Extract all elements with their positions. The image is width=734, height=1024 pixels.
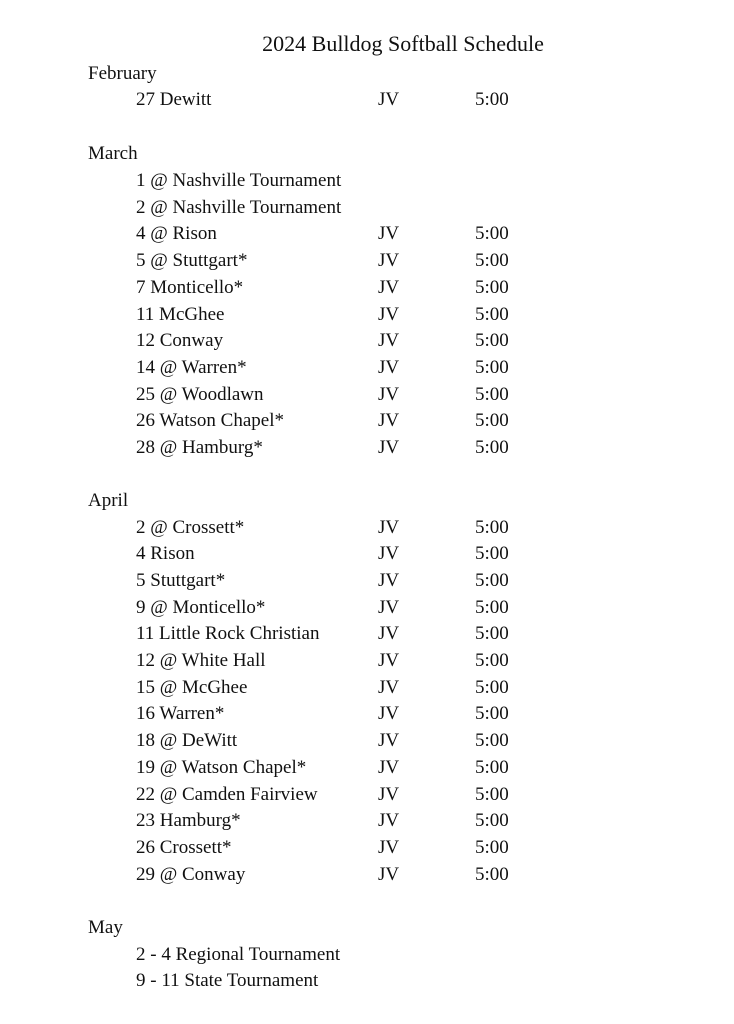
game-level: JV [378,437,400,458]
game-opponent: 4 @ Rison [136,223,217,245]
game-opponent: 19 @ Watson Chapel* [136,756,307,778]
game-opponent: 22 @ Camden Fairview [136,783,318,805]
game-time: 5:00 [475,516,509,538]
game-time: 5:00 [475,703,509,725]
month-heading-march: March [88,143,138,164]
game-opponent: 26 Crossett* [136,836,232,858]
game-time: 5:00 [475,89,509,110]
game-level: JV [378,250,400,272]
game-level: JV [378,569,400,591]
game-opponent: 11 Little Rock Christian [136,623,320,645]
game-opponent: 15 @ McGhee [136,676,248,698]
game-time: 5:00 [475,437,509,458]
game-level: JV [378,863,400,885]
game-opponent: 12 Conway [136,330,224,352]
game-time: 5:00 [475,250,509,272]
month-heading-february: February [88,63,157,84]
game-level: JV [378,730,400,752]
game-opponent: 25 @ Woodlawn [136,383,264,405]
game-time: 5:00 [475,410,509,432]
game-time: 5:00 [475,356,509,378]
game-opponent: 29 @ Conway [136,863,246,885]
game-opponent: 1 @ Nashville Tournament [136,170,342,191]
game-opponent: 2 @ Crossett* [136,516,245,538]
game-level: JV [378,223,400,245]
game-opponent: 5 @ Stuttgart* [136,250,248,272]
game-level: JV [378,756,400,778]
game-level: JV [378,836,400,858]
game-time: 5:00 [475,330,509,352]
game-opponent: 14 @ Warren* [136,356,247,378]
game-opponent: 28 @ Hamburg* [136,437,263,458]
game-level: JV [378,330,400,352]
game-time: 5:00 [475,730,509,752]
game-opponent: 7 Monticello* [136,276,244,298]
game-time: 5:00 [475,756,509,778]
page-title: 2024 Bulldog Softball Schedule [262,31,544,56]
game-opponent: 9 - 11 State Tournament [136,970,319,992]
game-opponent: 5 Stuttgart* [136,569,226,591]
game-level: JV [378,516,400,538]
game-time: 5:00 [475,276,509,298]
game-time: 5:00 [475,569,509,591]
game-level: JV [378,303,400,325]
game-time: 5:00 [475,543,509,565]
game-time: 5:00 [475,810,509,832]
game-time: 5:00 [475,676,509,698]
game-level: JV [378,410,400,432]
game-time: 5:00 [475,836,509,858]
game-level: JV [378,810,400,832]
game-level: JV [378,783,400,805]
game-level: JV [378,356,400,378]
game-opponent: 11 McGhee [136,303,225,325]
game-level: JV [378,650,400,671]
month-heading-april: April [88,490,129,511]
game-time: 5:00 [475,223,509,245]
month-heading-may: May [88,917,123,938]
game-opponent: 27 Dewitt [136,89,212,110]
game-opponent: 9 @ Monticello* [136,596,266,618]
game-time: 5:00 [475,383,509,405]
game-time: 5:00 [475,303,509,325]
game-opponent: 16 Warren* [136,703,225,725]
game-level: JV [378,596,400,618]
game-opponent: 2 - 4 Regional Tournament [136,943,341,965]
game-level: JV [378,543,400,565]
game-level: JV [378,276,400,298]
game-time: 5:00 [475,623,509,645]
game-time: 5:00 [475,783,509,805]
game-opponent: 2 @ Nashville Tournament [136,196,342,218]
game-opponent: 12 @ White Hall [136,650,266,671]
game-time: 5:00 [475,863,509,885]
game-level: JV [378,383,400,405]
game-time: 5:00 [475,596,509,618]
game-level: JV [378,676,400,698]
game-opponent: 26 Watson Chapel* [136,410,284,432]
game-opponent: 4 Rison [136,543,195,565]
game-level: JV [378,89,400,110]
game-opponent: 23 Hamburg* [136,810,241,832]
game-opponent: 18 @ DeWitt [136,730,238,752]
game-level: JV [378,703,400,725]
game-time: 5:00 [475,650,509,671]
game-level: JV [378,623,400,645]
